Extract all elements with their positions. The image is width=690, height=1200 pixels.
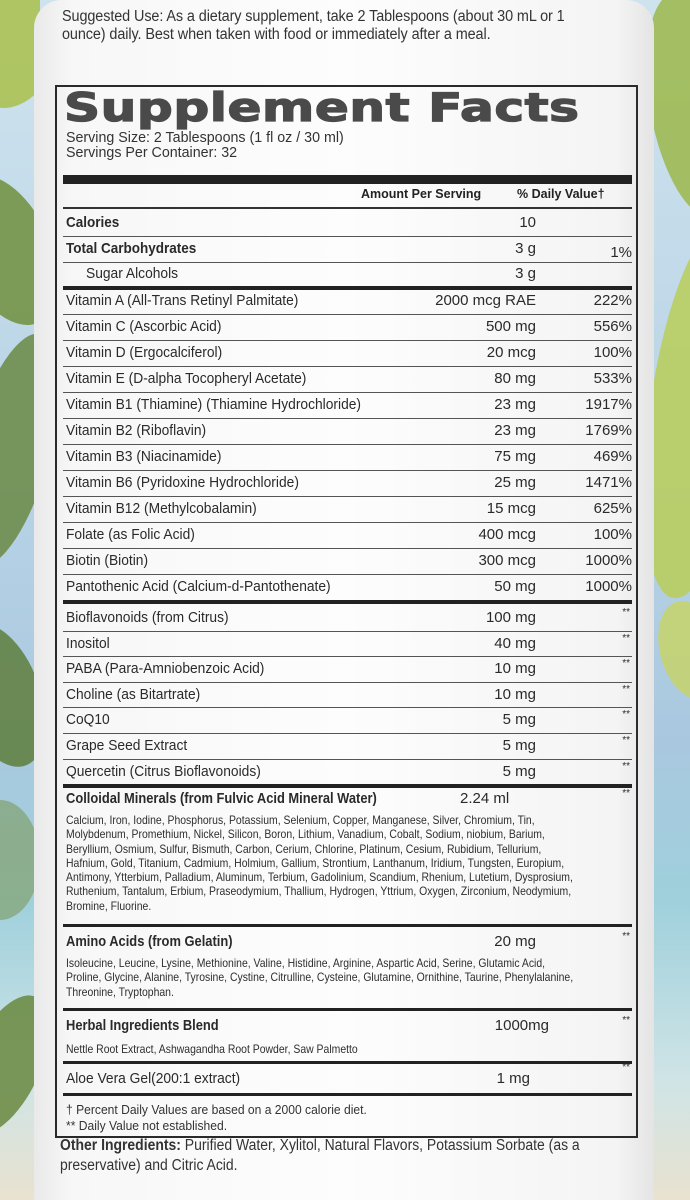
column-header-amount: Amount Per Serving — [361, 187, 482, 201]
nutrient-name: Choline (as Bitartrate) — [66, 685, 201, 703]
nutrient-dv: ** — [622, 931, 630, 942]
nutrient-name: CoQ10 — [66, 711, 110, 729]
nutrient-row — [66, 289, 632, 313]
background-palm-right — [650, 0, 690, 1200]
nutrient-name: Vitamin B3 (Niacinamide) — [66, 448, 222, 465]
nutrient-amount: 100 mg — [485, 609, 536, 626]
nutrient-amount: 25 mg — [494, 474, 536, 491]
nutrient-name: Vitamin E (D-alpha Tocopheryl Acetate) — [66, 370, 307, 387]
amino-acids-row — [66, 930, 632, 954]
herbal-blend-list: Nettle Root Extract, Ashwagandha Root Powder, Saw Palmetto — [66, 1043, 358, 1056]
nutrient-dv: ** — [622, 735, 630, 746]
panel-title: Supplement Facts — [64, 84, 580, 131]
nutrient-amount: 23 mg — [494, 396, 536, 413]
nutrient-dv: 1000% — [585, 552, 632, 569]
nutrient-amount: 1 mg — [496, 1070, 530, 1087]
nutrient-name: Sugar Alcohols — [86, 265, 179, 282]
nutrient-row — [66, 367, 632, 391]
nutrient-dv: 1917% — [585, 396, 632, 413]
footnote-daily-values: † Percent Daily Values are based on a 2000 calorie diet. — [66, 1102, 367, 1117]
nutrient-amount: 20 mg — [494, 933, 536, 950]
nutrient-dv: ** — [622, 709, 630, 721]
nutrient-row — [66, 734, 632, 758]
nutrient-name: Pantothenic Acid (Calcium-d-Pantothenate) — [66, 578, 331, 595]
divider-thick — [63, 1008, 632, 1011]
other-ingredients-text: Purified Water, Xylitol, Natural Flavors, Potassium Sorbate (as a preservative) and Citric Acid. — [60, 1137, 580, 1174]
nutrient-dv: 100% — [593, 344, 632, 361]
nutrient-amount: 400 mcg — [478, 526, 536, 543]
nutrient-dv: 625% — [593, 500, 632, 517]
nutrient-dv: ** — [622, 1015, 630, 1026]
nutrient-amount: 3 g — [515, 240, 536, 257]
nutrient-row — [66, 632, 632, 656]
nutrient-name: Aloe Vera Gel(200:1 extract) — [66, 1070, 241, 1087]
nutrient-row — [66, 523, 632, 547]
nutrient-name: Quercetin (Citrus Bioflavonoids) — [66, 762, 261, 780]
serving-info — [66, 130, 344, 160]
nutrient-dv: ** — [622, 632, 630, 644]
nutrient-name: Bioflavonoids (from Citrus) — [66, 609, 229, 626]
nutrient-amount: 1000mg — [494, 1017, 549, 1034]
herbal-blend-row — [66, 1014, 632, 1038]
nutrient-name: Vitamin D (Ergocalciferol) — [66, 344, 223, 361]
nutrient-amount: 5 mg — [502, 711, 536, 729]
nutrient-row — [66, 262, 632, 286]
nutrient-name: Vitamin B1 (Thiamine) (Thiamine Hydrochloride) — [66, 396, 362, 413]
nutrient-dv: 556% — [593, 318, 632, 335]
nutrient-row — [66, 315, 632, 339]
nutrient-amount: 10 mg — [494, 660, 536, 678]
divider-thick — [63, 1093, 632, 1096]
nutrient-name: Vitamin C (Ascorbic Acid) — [66, 318, 222, 335]
nutrient-row — [66, 445, 632, 469]
other-ingredients-label: Other Ingredients: — [60, 1137, 181, 1154]
nutrient-row — [66, 497, 632, 521]
colloidal-minerals-list: Calcium, Iron, Iodine, Phosphorus, Potassium, Selenium, Copper, Manganese, Silver, Chromium, Tin, Molybdenum, Promethium, Nickel, Silicon, Boron, Lithium, Vanadium, Cobalt, Sodium, niobium, Barium, Beryllium, Osmium, Sulfur, Bismuth, Carbon, Cerium, Chlorine, Platinum, Cesium, Rubidium, Tellurium, Hafnium, Gold, Titanium, Cadmium, Holmium, Gallium, Strontium, Lanthanum, Iridium, Tungsten, Europium, Antimony, Ytterbium, Palladium, Aluminum, Terbium, Gadolinium, Scandium, Rhenium, Lutetium, Dysprosium, Ruthenium, Tantalum, Erbium, Praseodymium, Thallium, Hydrogen, Yttrium, Oxygen, Zirconium, Neodymium, Bromine, Fluorine. — [66, 814, 573, 913]
nutrient-row — [66, 575, 632, 599]
column-header-daily-value: % Daily Value† — [517, 187, 605, 201]
nutrient-amount: 40 mg — [494, 634, 536, 652]
colloidal-minerals-row — [66, 787, 632, 811]
divider-thick — [63, 924, 632, 927]
nutrient-dv: 222% — [593, 292, 632, 309]
nutrient-amount: 3 g — [515, 265, 536, 282]
nutrient-amount: 5 mg — [502, 737, 536, 754]
nutrient-name: Vitamin B6 (Pyridoxine Hydrochloride) — [66, 474, 299, 491]
nutrient-amount: 10 — [519, 214, 536, 231]
nutrient-amount: 23 mg — [494, 422, 536, 439]
nutrient-row — [66, 657, 632, 681]
nutrient-row — [66, 683, 632, 707]
nutrient-row — [66, 606, 632, 630]
nutrient-dv: 533% — [593, 370, 632, 387]
footnote-not-established: ** Daily Value not established. — [66, 1118, 228, 1133]
nutrient-name: PABA (Para-Amniobenzoic Acid) — [66, 660, 265, 678]
suggested-use-text: Suggested Use: As a dietary supplement, take 2 Tablespoons (about 30 mL or 1 ounce) daily. Best when taken with food or immediately after a meal. — [62, 8, 565, 43]
nutrient-row — [66, 419, 632, 443]
nutrient-name: Total Carbohydrates — [66, 240, 197, 257]
nutrient-amount: 15 mcg — [486, 500, 536, 517]
nutrient-name: Inositol — [66, 634, 110, 652]
nutrient-row — [66, 1062, 632, 1091]
nutrient-dv: ** — [622, 788, 630, 799]
nutrient-name: Grape Seed Extract — [66, 737, 188, 754]
nutrient-row — [66, 341, 632, 365]
serving-size: Serving Size: 2 Tablespoons (1 fl oz / 30 ml) — [66, 129, 344, 146]
nutrient-name: Vitamin B12 (Methylcobalamin) — [66, 500, 257, 517]
nutrient-amount: 50 mg — [494, 578, 536, 595]
nutrient-dv: ** — [622, 760, 630, 772]
nutrient-dv: 1000% — [585, 578, 632, 595]
divider-thick — [63, 600, 632, 604]
nutrient-row — [66, 471, 632, 495]
other-ingredients — [60, 1136, 636, 1176]
nutrient-dv: ** — [622, 658, 630, 670]
divider-thick — [63, 1061, 632, 1064]
nutrient-dv: 100% — [593, 526, 632, 543]
nutrient-name: Vitamin B2 (Riboflavin) — [66, 422, 207, 439]
servings-per-container: Servings Per Container: 32 — [66, 144, 238, 161]
nutrient-row — [66, 760, 632, 784]
nutrient-name: Calories — [66, 214, 120, 231]
divider — [63, 207, 632, 209]
nutrient-row — [66, 237, 632, 261]
nutrient-dv: 1769% — [585, 422, 632, 439]
nutrient-amount: 5 mg — [502, 762, 536, 780]
nutrient-name: Herbal Ingredients Blend — [66, 1017, 219, 1034]
amino-acids-list: Isoleucine, Leucine, Lysine, Methionine, Valine, Histidine, Arginine, Aspartic Acid, Serine, Glutamic Acid, Proline, Glycine, Alanine, Tyrosine, Cystine, Citrulline, Cysteine, Glutamine, Ornithine, Taurine, Phenylalanine, Threonine, Tryptophan. — [66, 957, 574, 999]
nutrient-dv: ** — [622, 683, 630, 695]
nutrient-amount: 10 mg — [494, 685, 536, 703]
nutrient-dv: 1% — [610, 244, 632, 261]
nutrient-amount: 500 mg — [485, 318, 536, 335]
nutrient-dv: 469% — [593, 448, 632, 465]
nutrient-amount: 2.24 ml — [460, 790, 510, 807]
nutrient-dv: ** — [622, 607, 630, 618]
nutrient-name: Vitamin A (All-Trans Retinyl Palmitate) — [66, 292, 299, 309]
header-rule — [63, 175, 632, 184]
nutrient-amount: 75 mg — [494, 448, 536, 465]
nutrient-row — [66, 211, 632, 235]
nutrient-dv: 1471% — [585, 474, 632, 491]
nutrient-name: Biotin (Biotin) — [66, 552, 149, 569]
nutrient-row — [66, 393, 632, 417]
nutrient-dv: ** — [622, 1062, 630, 1073]
nutrient-row — [66, 549, 632, 573]
nutrient-row — [66, 708, 632, 732]
nutrient-amount: 80 mg — [494, 370, 536, 387]
nutrient-name: Amino Acids (from Gelatin) — [66, 933, 233, 950]
nutrient-amount: 300 mcg — [478, 552, 536, 569]
nutrient-name: Colloidal Minerals (from Fulvic Acid Mineral Water) — [66, 790, 377, 807]
nutrient-amount: 20 mcg — [486, 344, 536, 361]
nutrient-amount: 2000 mcg RAE — [435, 292, 536, 309]
nutrient-name: Folate (as Folic Acid) — [66, 526, 195, 543]
